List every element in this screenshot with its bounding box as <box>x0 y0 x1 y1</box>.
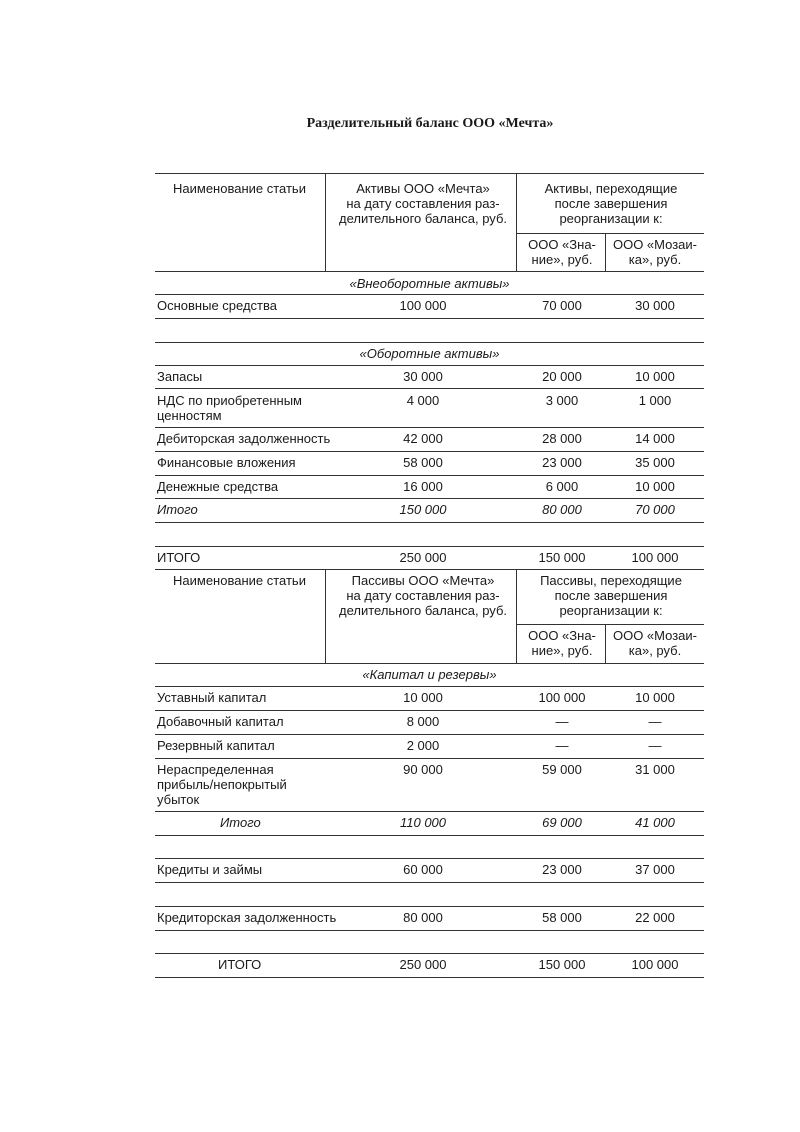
row-label: Уставный капитал <box>157 690 267 705</box>
divider <box>155 758 704 759</box>
row-mozaika: 14 000 <box>635 431 675 446</box>
header-znanie-line2: ние», руб. <box>531 252 593 267</box>
row-znanie: — <box>555 738 569 753</box>
divider <box>155 475 704 476</box>
header-total-line2: на дату составления раз- <box>346 196 500 211</box>
page-title: Разделительный баланс ООО «Мечта» <box>306 116 554 131</box>
header-mozaika-line2: ка», руб. <box>628 252 682 267</box>
header-znanie-line2: ние», руб. <box>531 643 593 658</box>
row-total: 2 000 <box>406 738 440 753</box>
divider <box>155 173 704 174</box>
header-mozaika-line2: ка», руб. <box>628 643 682 658</box>
row-total: 4 000 <box>406 393 440 408</box>
header-group-line3: реорганизации к: <box>559 211 663 226</box>
divider <box>325 569 326 663</box>
row-mozaika: 10 000 <box>635 479 675 494</box>
row-znanie: — <box>555 714 569 729</box>
divider <box>155 365 704 366</box>
header-znanie-line1: ООО «Зна- <box>528 237 596 252</box>
section-title: «Оборотные активы» <box>359 346 500 361</box>
divider <box>155 811 704 812</box>
section-title: «Внеоборотные активы» <box>349 276 510 291</box>
grand-total-znanie: 150 000 <box>538 550 586 565</box>
row-label: Кредиторская задолженность <box>157 910 337 925</box>
divider <box>155 835 704 836</box>
divider <box>155 663 704 664</box>
divider <box>155 388 704 389</box>
row-total: 8 000 <box>406 714 440 729</box>
header-item-name: Наименование статьи <box>173 573 306 588</box>
row-total: 60 000 <box>403 862 443 877</box>
row-mozaika: 30 000 <box>635 298 675 313</box>
row-znanie: 6 000 <box>545 479 579 494</box>
header-total-line3: делительного баланса, руб. <box>338 603 508 618</box>
row-znanie: 23 000 <box>542 862 582 877</box>
subtotal-znanie: 80 000 <box>542 502 582 517</box>
header-total-line2: на дату составления раз- <box>346 588 500 603</box>
row-label: Дебиторская задолженность <box>157 431 331 446</box>
divider <box>155 734 704 735</box>
subtotal-label: Итого <box>220 815 261 830</box>
row-total: 80 000 <box>403 910 443 925</box>
header-total-line1: Активы ООО «Мечта» <box>356 181 490 196</box>
header-mozaika-line1: ООО «Мозаи- <box>612 628 698 643</box>
row-mozaika: 35 000 <box>635 455 675 470</box>
header-group-line3: реорганизации к: <box>559 603 663 618</box>
divider <box>155 858 704 859</box>
grand-total-mozaika: 100 000 <box>631 957 679 972</box>
header-mozaika-line1: ООО «Мозаи- <box>612 237 698 252</box>
divider <box>155 569 704 570</box>
header-group-line2: после завершения <box>554 588 668 603</box>
grand-total-total: 250 000 <box>399 957 447 972</box>
subtotal-total: 150 000 <box>399 502 447 517</box>
row-znanie: 28 000 <box>542 431 582 446</box>
row-mozaika: 1 000 <box>638 393 672 408</box>
row-label: Добавочный капитал <box>157 714 284 729</box>
divider <box>155 977 704 978</box>
row-znanie: 20 000 <box>542 369 582 384</box>
divider <box>155 953 704 954</box>
subtotal-mozaika: 70 000 <box>635 502 675 517</box>
row-mozaika: 10 000 <box>635 369 675 384</box>
header-total-line3: делительного баланса, руб. <box>338 211 508 226</box>
row-label: Основные средства <box>157 298 277 313</box>
row-znanie: 100 000 <box>538 690 586 705</box>
row-znanie: 59 000 <box>542 762 582 777</box>
divider <box>155 342 704 343</box>
divider <box>155 498 704 499</box>
header-group-line1: Пассивы, переходящие <box>540 573 682 588</box>
header-total-line1: Пассивы ООО «Мечта» <box>351 573 495 588</box>
row-znanie: 23 000 <box>542 455 582 470</box>
grand-total-znanie: 150 000 <box>538 957 586 972</box>
row-label: Запасы <box>157 369 203 384</box>
row-mozaika: 22 000 <box>635 910 675 925</box>
header-group-line1: Активы, переходящие <box>544 181 678 196</box>
divider <box>155 906 704 907</box>
row-mozaika: — <box>648 714 662 729</box>
row-znanie: 58 000 <box>542 910 582 925</box>
row-mozaika: 31 000 <box>635 762 675 777</box>
header-item-name: Наименование статьи <box>173 181 306 196</box>
divider <box>155 318 704 319</box>
divider <box>155 546 704 547</box>
divider <box>155 882 704 883</box>
row-total: 30 000 <box>403 369 443 384</box>
row-total: 42 000 <box>403 431 443 446</box>
grand-total-label: ИТОГО <box>157 550 201 565</box>
divider <box>155 451 704 452</box>
row-znanie: 70 000 <box>542 298 582 313</box>
divider <box>155 427 704 428</box>
row-label: НДС по приобретенным ценностям <box>157 393 302 423</box>
row-znanie: 3 000 <box>545 393 579 408</box>
row-total: 90 000 <box>403 762 443 777</box>
row-label: Нераспределенная прибыль/непокрытый убыток <box>157 762 287 807</box>
divider <box>155 710 704 711</box>
header-group-line2: после завершения <box>554 196 668 211</box>
header-znanie-line1: ООО «Зна- <box>528 628 596 643</box>
row-mozaika: 10 000 <box>635 690 675 705</box>
divider <box>155 930 704 931</box>
divider <box>516 233 704 234</box>
divider <box>325 173 326 271</box>
subtotal-znanie: 69 000 <box>542 815 582 830</box>
grand-total-total: 250 000 <box>399 550 447 565</box>
divider <box>516 624 704 625</box>
grand-total-label: ИТОГО <box>218 957 262 972</box>
row-label: Резервный капитал <box>157 738 275 753</box>
divider <box>155 686 704 687</box>
divider <box>155 294 704 295</box>
row-mozaika: — <box>648 738 662 753</box>
section-title: «Капитал и резервы» <box>362 667 497 682</box>
row-total: 16 000 <box>403 479 443 494</box>
row-label: Денежные средства <box>157 479 279 494</box>
subtotal-label: Итого <box>157 502 198 517</box>
subtotal-total: 110 000 <box>399 815 447 830</box>
row-total: 10 000 <box>403 690 443 705</box>
row-total: 100 000 <box>399 298 447 313</box>
row-mozaika: 37 000 <box>635 862 675 877</box>
row-total: 58 000 <box>403 455 443 470</box>
subtotal-mozaika: 41 000 <box>635 815 675 830</box>
row-label: Кредиты и займы <box>157 862 263 877</box>
row-label: Финансовые вложения <box>157 455 296 470</box>
divider <box>155 522 704 523</box>
grand-total-mozaika: 100 000 <box>631 550 679 565</box>
divider <box>155 271 704 272</box>
